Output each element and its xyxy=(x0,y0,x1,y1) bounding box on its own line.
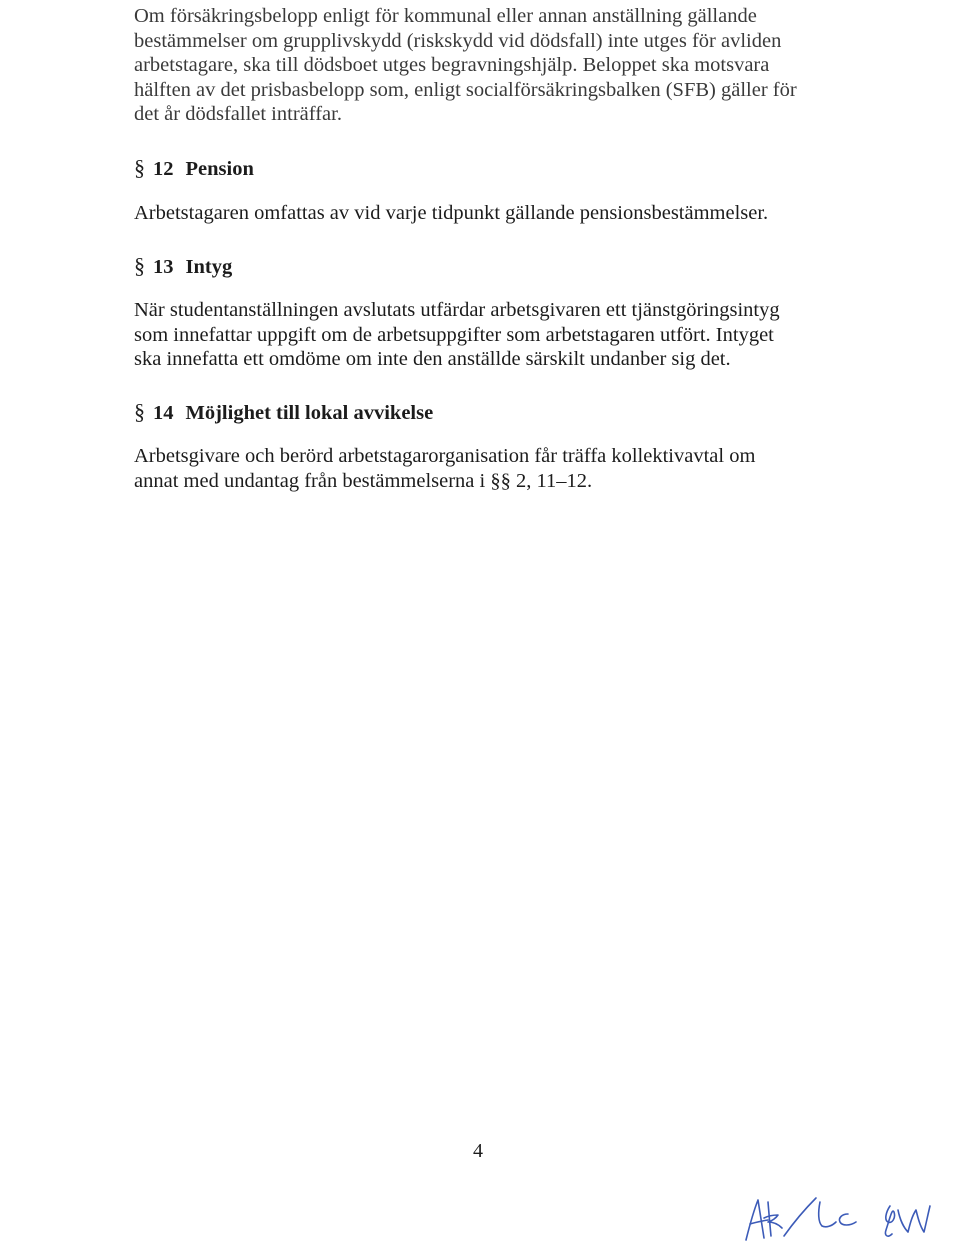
section-symbol: § xyxy=(134,155,145,180)
section-line: Arbetstagaren omfattas av vid varje tidpunkt gällande pensionsbestämmelser. xyxy=(134,202,769,224)
section-heading-14 xyxy=(134,400,433,425)
section-line: som innefattar uppgift om de arbetsuppgifter som arbetstagaren utfört. Intyget xyxy=(134,323,774,346)
section-12-paragraph xyxy=(134,201,854,226)
section-14-paragraph xyxy=(134,444,854,493)
section-title: Intyg xyxy=(185,256,233,278)
intro-line: bestämmelser om grupplivskydd (riskskydd vid dödsfall) inte utges för avliden xyxy=(134,29,782,52)
section-heading-13 xyxy=(134,254,232,279)
section-title: Pension xyxy=(185,158,254,180)
page-number: 4 xyxy=(473,1140,483,1162)
intro-line: hälften av det prisbasbelopp som, enligt socialförsäkringsbalken (SFB) gäller för xyxy=(134,78,797,101)
intro-line: det år dödsfallet inträffar. xyxy=(134,103,342,125)
section-symbol: § xyxy=(134,399,145,424)
section-number: 14 xyxy=(153,402,174,424)
handwritten-initials xyxy=(738,1188,938,1248)
section-heading-12 xyxy=(134,156,254,181)
section-line: ska innefatta ett omdöme om inte den anställde särskilt undanber sig det. xyxy=(134,348,731,370)
intro-line: arbetstagare, ska till dödsboet utges begravningshjälp. Beloppet ska motsvara xyxy=(134,54,770,76)
section-line: Arbetsgivare och berörd arbetstagarorganisation får träffa kollektivavtal om xyxy=(134,445,756,467)
section-title: Möjlighet till lokal avvikelse xyxy=(185,402,434,424)
section-number: 13 xyxy=(153,256,174,278)
section-line: När studentanställningen avslutats utfärdar arbetsgivaren ett tjänstgöringsintyg xyxy=(134,299,780,321)
section-symbol: § xyxy=(134,253,145,278)
section-line: annat med undantag från bestämmelserna i §§ 2, 11–12. xyxy=(134,469,593,492)
section-number: 12 xyxy=(153,158,174,180)
intro-line: Om försäkringsbelopp enligt för kommunal eller annan anställning gällande xyxy=(134,5,757,27)
section-13-paragraph xyxy=(134,298,854,372)
intro-paragraph xyxy=(134,4,854,127)
